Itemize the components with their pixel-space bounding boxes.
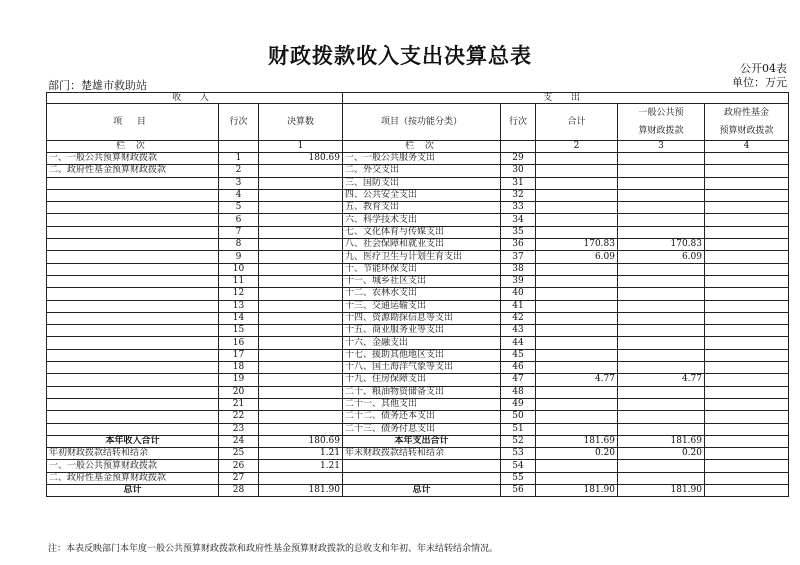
expense-row-no-cell: 34 [501,214,536,226]
expense-section-header: 支 出 [343,93,789,104]
expense-row-no-cell: 48 [501,386,536,398]
income-item-cell [47,312,219,324]
general-budget-cell [618,460,705,472]
income-item-cell: 总计 [47,485,219,497]
expense-total-cell [536,337,618,349]
income-item-cell [47,386,219,398]
expense-total-cell: 0.20 [536,448,618,460]
table-row [47,153,789,165]
expense-total-cell [536,177,618,189]
expense-item-cell: 二十一、其他支出 [343,398,501,410]
header-amount: 决算数 [259,104,343,141]
general-budget-cell [618,189,705,201]
expense-item-cell: 十九、住房保障支出 [343,374,501,386]
expense-item-cell: 十二、农林水支出 [343,288,501,300]
table-row [47,214,789,226]
general-budget-cell: 170.83 [618,239,705,251]
table-row [47,177,789,189]
header-general-line1: 一般公共预 [638,108,684,118]
general-budget-cell [618,362,705,374]
table-row [47,411,789,423]
income-item-cell: 一、一般公共预算财政拨款 [47,153,219,165]
expense-item-cell: 四、公共安全支出 [343,189,501,201]
income-item-cell: 一、一般公共预算财政拨款 [47,460,219,472]
income-row-no-cell: 23 [219,423,259,435]
income-item-cell [47,177,219,189]
income-row-no-cell: 28 [219,485,259,497]
income-item-cell: 二、政府性基金预算财政拨款 [47,472,219,484]
expense-item-cell: 二、外交支出 [343,165,501,177]
lanci-blank [219,141,259,153]
expense-row-no-cell: 32 [501,189,536,201]
expense-item-cell: 十、节能环保支出 [343,263,501,275]
fund-budget-cell [705,153,789,165]
expense-total-cell [536,275,618,287]
income-amount-cell [259,275,343,287]
fund-budget-cell [705,349,789,361]
expense-row-no-cell: 51 [501,423,536,435]
table-row [47,398,789,410]
income-item-cell [47,288,219,300]
expense-item-cell [343,460,501,472]
table-row [47,435,789,447]
expense-item-cell: 七、文化体育与传媒支出 [343,226,501,238]
expense-row-no-cell: 53 [501,448,536,460]
income-amount-cell [259,189,343,201]
footnote: 注：本表反映部门本年度一般公共预算财政拨款和政府性基金预算财政拨款的总收支和年初、年末结转结余情况。 [48,544,499,554]
expense-row-no-cell: 41 [501,300,536,312]
lanci-3: 3 [618,141,705,153]
income-row-no-cell: 14 [219,312,259,324]
income-item-cell [47,202,219,214]
expense-total-cell [536,423,618,435]
form-code: 公开04表 [740,62,787,75]
income-row-no-cell: 8 [219,239,259,251]
general-budget-cell [618,423,705,435]
income-row-no-cell: 26 [219,460,259,472]
header-row-no-2: 行次 [501,104,536,141]
income-amount-cell [259,300,343,312]
lanci-1: 1 [259,141,343,153]
general-budget-cell [618,349,705,361]
page-title: 财政拨款收入支出决算总表 [268,43,532,68]
income-row-no-cell: 6 [219,214,259,226]
table-row [47,251,789,263]
fund-budget-cell [705,165,789,177]
income-amount-cell [259,472,343,484]
income-item-cell [47,239,219,251]
income-row-no-cell: 1 [219,153,259,165]
income-amount-cell [259,423,343,435]
income-item-cell [47,214,219,226]
expense-row-no-cell: 54 [501,460,536,472]
income-amount-cell [259,362,343,374]
expense-total-cell [536,460,618,472]
general-budget-cell [618,165,705,177]
income-amount-cell [259,239,343,251]
expense-total-cell [536,263,618,275]
income-row-no-cell: 18 [219,362,259,374]
fund-budget-cell [705,177,789,189]
expense-item-cell: 九、医疗卫生与计划生育支出 [343,251,501,263]
fund-budget-cell [705,251,789,263]
income-amount-cell: 181.90 [259,485,343,497]
table-row [47,485,789,497]
income-row-no-cell: 2 [219,165,259,177]
table-row [47,312,789,324]
income-row-no-cell: 20 [219,386,259,398]
expense-row-no-cell: 39 [501,275,536,287]
income-item-cell: 二、政府性基金预算财政拨款 [47,165,219,177]
general-budget-cell [618,300,705,312]
table-row [47,275,789,287]
table-row [47,325,789,337]
expense-item-cell: 三、国防支出 [343,177,501,189]
fund-budget-cell [705,189,789,201]
expense-item-cell: 十七、援助其他地区支出 [343,349,501,361]
income-row-no-cell: 22 [219,411,259,423]
fund-budget-cell [705,300,789,312]
income-amount-cell [259,214,343,226]
general-budget-cell [618,153,705,165]
income-amount-cell [259,374,343,386]
column-header-row [47,104,789,141]
table-row [47,460,789,472]
column-index-row [47,141,789,153]
fund-budget-cell [705,411,789,423]
general-budget-cell [618,263,705,275]
income-item-cell [47,300,219,312]
fund-budget-cell [705,275,789,287]
fund-budget-cell [705,312,789,324]
income-item-cell [47,423,219,435]
expense-row-no-cell: 49 [501,398,536,410]
table-row [47,448,789,460]
fund-budget-cell [705,423,789,435]
expense-total-cell [536,288,618,300]
income-row-no-cell: 3 [219,177,259,189]
general-budget-cell: 181.69 [618,435,705,447]
table-row [47,349,789,361]
expense-row-no-cell: 33 [501,202,536,214]
income-item-cell [47,398,219,410]
income-item-cell: 本年收入合计 [47,435,219,447]
expense-item-cell: 二十二、债务还本支出 [343,411,501,423]
income-amount-cell: 180.69 [259,435,343,447]
expense-row-no-cell: 45 [501,349,536,361]
fund-budget-cell [705,362,789,374]
expense-total-cell [536,214,618,226]
section-header-row [47,93,789,104]
expense-total-cell [536,189,618,201]
lanci-4: 4 [705,141,789,153]
expense-total-cell [536,386,618,398]
income-amount-cell [259,337,343,349]
lanci-blank-2 [501,141,536,153]
income-item-cell [47,226,219,238]
income-item-cell [47,263,219,275]
income-amount-cell [259,251,343,263]
fund-budget-cell [705,472,789,484]
expense-row-no-cell: 55 [501,472,536,484]
general-budget-cell [618,386,705,398]
expense-item-cell: 二十、粮油物资储备支出 [343,386,501,398]
income-amount-cell [259,165,343,177]
expense-row-no-cell: 36 [501,239,536,251]
general-budget-cell [618,202,705,214]
table-row [47,300,789,312]
income-amount-cell [259,263,343,275]
income-row-no-cell: 17 [219,349,259,361]
header-fund-budget [705,104,789,141]
header-item: 项 目 [47,104,219,141]
expense-item-cell: 十五、商业服务业等支出 [343,325,501,337]
table-row [47,362,789,374]
income-amount-cell [259,226,343,238]
expense-row-no-cell: 42 [501,312,536,324]
expense-total-cell [536,362,618,374]
expense-item-cell: 十八、国土海洋气象等支出 [343,362,501,374]
fund-budget-cell [705,325,789,337]
expense-item-cell: 十六、金融支出 [343,337,501,349]
table-row [47,374,789,386]
table-row [47,472,789,484]
expense-total-cell [536,325,618,337]
general-budget-cell [618,288,705,300]
expense-total-cell [536,300,618,312]
table-row [47,263,789,275]
expense-item-cell: 本年支出合计 [343,435,501,447]
table-row [47,202,789,214]
expense-item-cell: 一、一般公共服务支出 [343,153,501,165]
income-row-no-cell: 5 [219,202,259,214]
fund-budget-cell [705,337,789,349]
income-item-cell [47,374,219,386]
table-row [47,165,789,177]
header-fund-line1: 政府性基金 [724,108,770,118]
general-budget-cell [618,312,705,324]
unit-label: 单位：万元 [732,76,787,89]
expense-total-cell [536,472,618,484]
income-item-cell [47,411,219,423]
header-general-budget [618,104,705,141]
general-budget-cell: 4.77 [618,374,705,386]
expense-total-cell [536,398,618,410]
income-item-cell [47,362,219,374]
header-func-item: 项目（按功能分类） [343,104,501,141]
income-amount-cell: 1.21 [259,460,343,472]
table-row [47,189,789,201]
expense-row-no-cell: 43 [501,325,536,337]
header-fund-line2: 预算财政拨款 [719,126,774,136]
income-amount-cell [259,349,343,361]
income-row-no-cell: 10 [219,263,259,275]
expense-row-no-cell: 30 [501,165,536,177]
expense-row-no-cell: 31 [501,177,536,189]
expense-total-cell [536,411,618,423]
income-row-no-cell: 11 [219,275,259,287]
income-item-cell [47,275,219,287]
expense-item-cell [343,472,501,484]
expense-total-cell [536,153,618,165]
income-amount-cell [259,325,343,337]
table-row [47,239,789,251]
income-row-no-cell: 7 [219,226,259,238]
income-amount-cell [259,411,343,423]
expense-item-cell: 二十三、债务付息支出 [343,423,501,435]
fund-budget-cell [705,448,789,460]
expense-row-no-cell: 47 [501,374,536,386]
fund-budget-cell [705,398,789,410]
lanci-2: 2 [536,141,618,153]
income-amount-cell [259,386,343,398]
income-item-cell [47,189,219,201]
income-amount-cell: 180.69 [259,153,343,165]
fund-budget-cell [705,202,789,214]
expense-row-no-cell: 40 [501,288,536,300]
fund-budget-cell [705,386,789,398]
lanci-label: 栏 次 [47,141,219,153]
table-row [47,226,789,238]
general-budget-cell: 181.90 [618,485,705,497]
fund-budget-cell [705,288,789,300]
expense-total-cell [536,226,618,238]
general-budget-cell [618,398,705,410]
income-item-cell [47,325,219,337]
income-section-header: 收 入 [47,93,343,104]
general-budget-cell [618,411,705,423]
income-amount-cell: 1.21 [259,448,343,460]
expense-row-no-cell: 37 [501,251,536,263]
department-label: 部门：楚雄市救助站 [48,79,147,92]
general-budget-cell [618,472,705,484]
general-budget-cell [618,226,705,238]
expense-row-no-cell: 44 [501,337,536,349]
budget-table [46,92,789,497]
income-amount-cell [259,312,343,324]
fund-budget-cell [705,214,789,226]
table-row [47,423,789,435]
header-general-line2: 算财政拨款 [638,126,684,136]
general-budget-cell [618,325,705,337]
header-total: 合计 [536,104,618,141]
income-row-no-cell: 12 [219,288,259,300]
expense-row-no-cell: 29 [501,153,536,165]
expense-total-cell: 170.83 [536,239,618,251]
lanci-label-2: 栏 次 [343,141,501,153]
expense-total-cell: 181.90 [536,485,618,497]
fund-budget-cell [705,263,789,275]
income-row-no-cell: 9 [219,251,259,263]
expense-item-cell: 五、教育支出 [343,202,501,214]
expense-item-cell: 八、社会保障和就业支出 [343,239,501,251]
income-row-no-cell: 25 [219,448,259,460]
income-row-no-cell: 24 [219,435,259,447]
expense-item-cell: 十一、城乡社区支出 [343,275,501,287]
income-item-cell [47,337,219,349]
expense-total-cell: 4.77 [536,374,618,386]
table-row [47,288,789,300]
expense-item-cell: 年末财政拨款结转和结余 [343,448,501,460]
expense-total-cell: 6.09 [536,251,618,263]
expense-total-cell: 181.69 [536,435,618,447]
expense-item-cell: 十四、资源勘探信息等支出 [343,312,501,324]
general-budget-cell [618,337,705,349]
expense-total-cell [536,349,618,361]
income-row-no-cell: 27 [219,472,259,484]
income-row-no-cell: 13 [219,300,259,312]
fund-budget-cell [705,374,789,386]
table-row [47,337,789,349]
header-row-no: 行次 [219,104,259,141]
general-budget-cell [618,214,705,226]
expense-item-cell: 六、科学技术支出 [343,214,501,226]
general-budget-cell [618,275,705,287]
expense-total-cell [536,165,618,177]
expense-row-no-cell: 56 [501,485,536,497]
fund-budget-cell [705,485,789,497]
fund-budget-cell [705,226,789,238]
expense-item-cell: 总计 [343,485,501,497]
expense-row-no-cell: 38 [501,263,536,275]
income-amount-cell [259,288,343,300]
general-budget-cell: 6.09 [618,251,705,263]
income-row-no-cell: 16 [219,337,259,349]
income-row-no-cell: 19 [219,374,259,386]
income-row-no-cell: 21 [219,398,259,410]
income-amount-cell [259,398,343,410]
income-amount-cell [259,177,343,189]
fund-budget-cell [705,435,789,447]
income-item-cell [47,349,219,361]
income-item-cell [47,251,219,263]
table-row [47,386,789,398]
fund-budget-cell [705,460,789,472]
income-row-no-cell: 15 [219,325,259,337]
expense-row-no-cell: 35 [501,226,536,238]
income-amount-cell [259,202,343,214]
income-item-cell: 年初财政拨款结转和结余 [47,448,219,460]
expense-total-cell [536,312,618,324]
fund-budget-cell [705,239,789,251]
expense-row-no-cell: 50 [501,411,536,423]
expense-row-no-cell: 52 [501,435,536,447]
expense-row-no-cell: 46 [501,362,536,374]
general-budget-cell [618,177,705,189]
general-budget-cell: 0.20 [618,448,705,460]
income-row-no-cell: 4 [219,189,259,201]
expense-item-cell: 十三、交通运输支出 [343,300,501,312]
expense-total-cell [536,202,618,214]
